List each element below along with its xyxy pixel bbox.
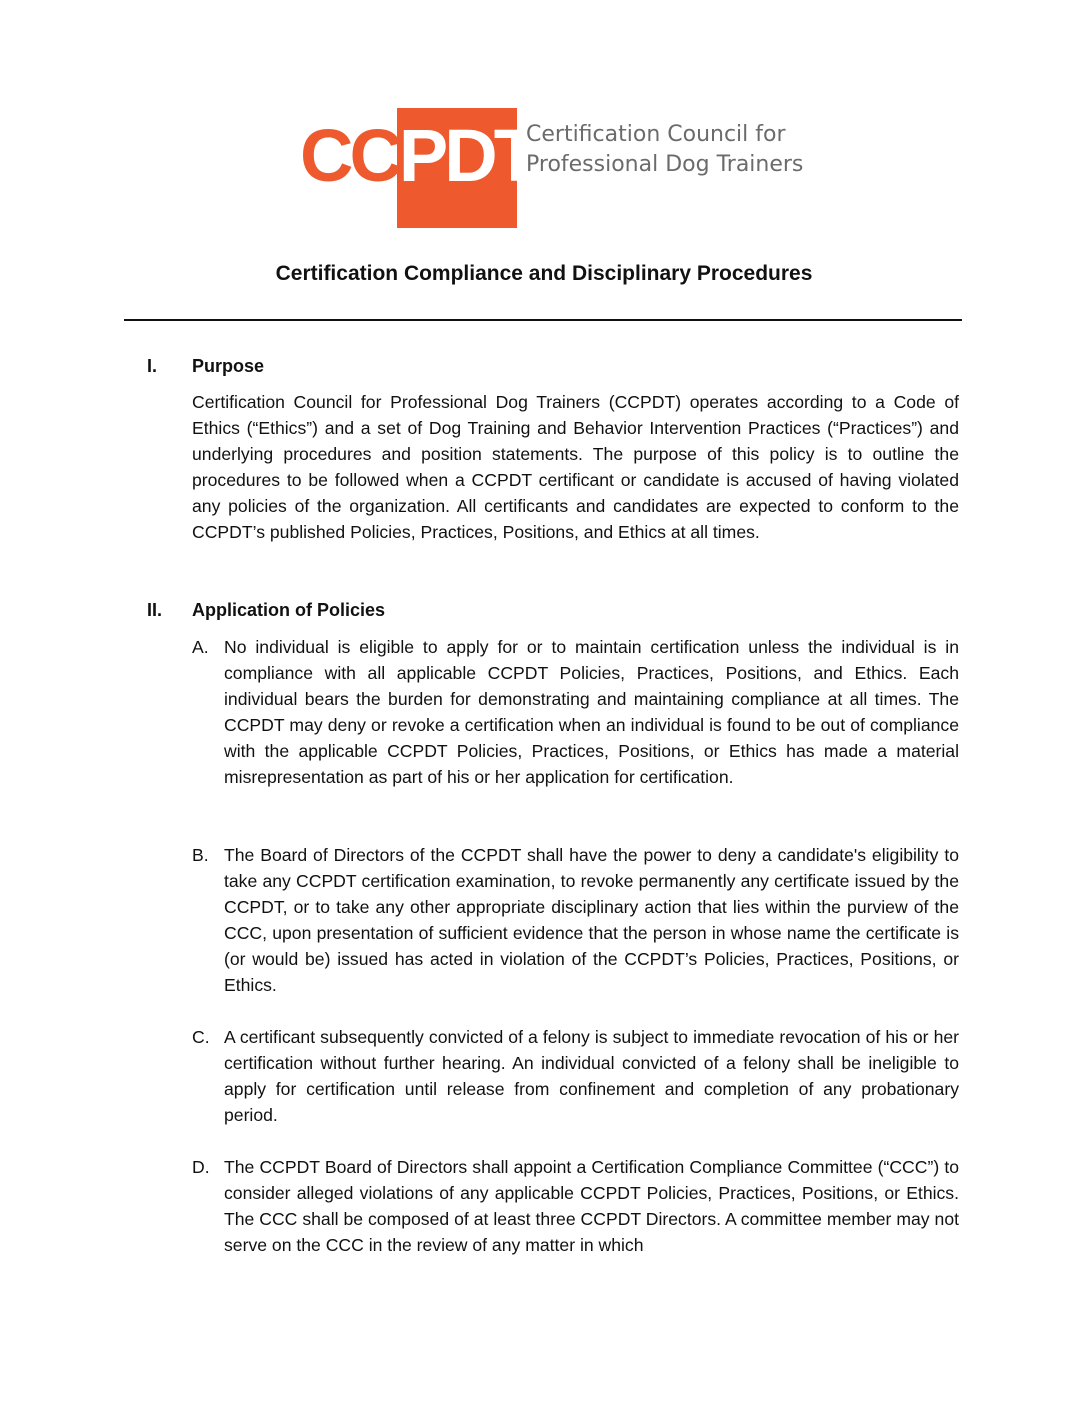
list-item-b-text: The Board of Directors of the CCPDT shall have the power to deny a candidate's eligibility to take any CCPDT certification examination, to revoke permanently any certificate issued by the CCPDT, or to take any other appropriate disciplinary action that lies within the purview of the CCC, upon presentation of sufficient evidence that the person in whose name the certificate is (or would be) issued has acted in violation of the CCPDT’s Policies, Practices, Positions, or Ethics.: [224, 845, 959, 995]
ccpdt-logo: [300, 108, 820, 228]
list-item-c: [192, 1024, 959, 1128]
logo-org-name: [526, 120, 803, 180]
ccpdt-logo-mark: [300, 108, 535, 228]
section-2-heading: Application of Policies: [192, 600, 386, 620]
list-item-d: [192, 1154, 959, 1258]
list-item-a: [192, 634, 959, 790]
section-2-number: II.: [147, 600, 163, 620]
logo-org-line2: Professional Dog Trainers: [526, 152, 804, 177]
list-item-c-letter: C.: [192, 1027, 210, 1047]
list-item-c-text: A certificant subsequently convicted of a felony is subject to immediate revocation of his or her certification without further hearing. An individual convicted of a felony shall be ineligible to apply for certification until release from confinement and completion of any probationary period.: [224, 1027, 959, 1125]
list-item-d-text: The CCPDT Board of Directors shall appoint a Certification Compliance Committee (“CCC”) to consider alleged violations of any applicable CCPDT Policies, Practices, Positions, or Ethics. The CCC shall be composed of at least three CCPDT Directors. A committee member may not serve on the CCC in the review of any matter in which: [224, 1157, 959, 1255]
logo-org-line1: Certification Council for: [526, 122, 786, 147]
list-item-b-letter: B.: [192, 845, 209, 865]
list-item-d-letter: D.: [192, 1157, 210, 1177]
logo-letters: CCPDT: [300, 114, 535, 197]
section-1-number: I.: [147, 356, 158, 376]
section-1-paragraph: Certification Council for Professional Dog Trainers (CCPDT) operates according to a Code of Ethics (“Ethics”) and a set of Dog Training and Behavior Intervention Practices (“Practices”) and underlying procedures and position statements. The purpose of this policy is to outline the procedures to be followed when a CCPDT certificant or candidate is accused of having violated any policies of the organization. All certificants and candidates are expected to conform to the CCPDT’s published Policies, Practices, Positions, and Ethics at all times.: [192, 392, 959, 542]
list-item-a-letter: A.: [192, 637, 209, 657]
list-item-a-text: No individual is eligible to apply for or to maintain certification unless the individual is in compliance with all applicable CCPDT Policies, Practices, Positions, and Ethics. Each individual bears the burden for demonstrating and maintaining compliance at all times. The CCPDT may deny or revoke a certification when an individual is found to be out of compliance with the applicable CCPDT Policies, Practices, Positions, or Ethics has made a material misrepresentation as part of his or her application for certification.: [224, 637, 959, 787]
document-title: Certification Compliance and Disciplinary Procedures: [275, 262, 813, 285]
section-1-heading: Purpose: [192, 356, 265, 376]
title-divider: [124, 319, 962, 321]
list-item-b: [192, 842, 959, 998]
